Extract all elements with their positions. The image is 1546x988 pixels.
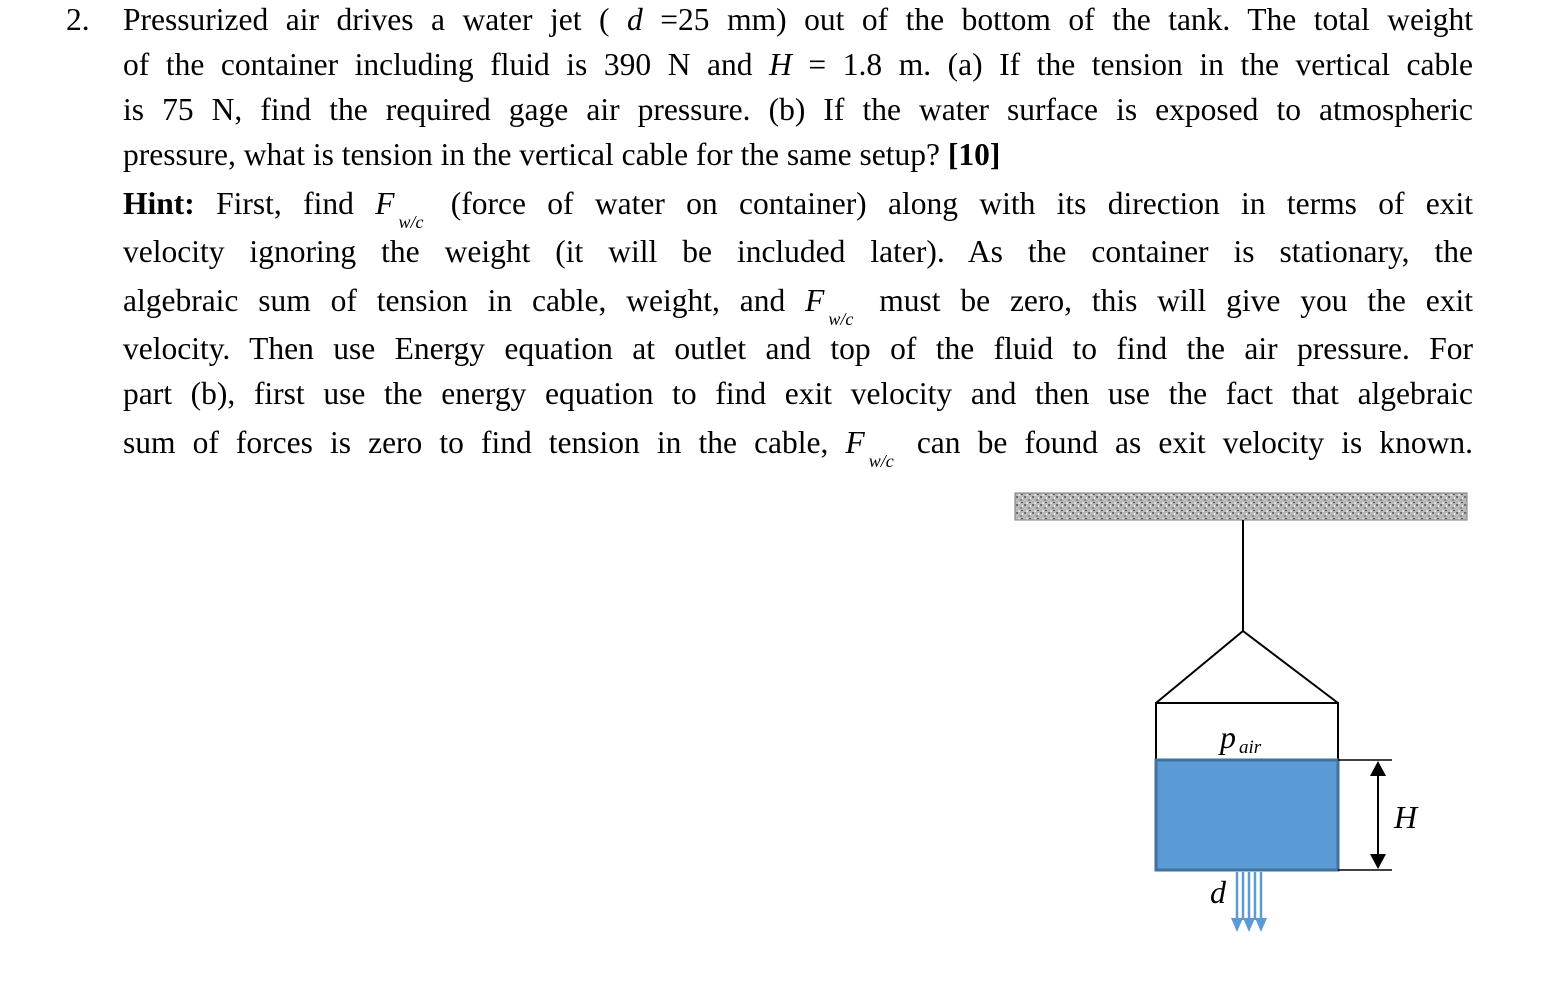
sling-right	[1243, 631, 1338, 703]
text-segment: can be found as exit velocity is known.	[916, 425, 1473, 460]
text-segment: = 1.8 m. (a) If the tension in the vertical cable	[808, 47, 1473, 82]
variable-F: F	[805, 283, 825, 318]
variable-F: F	[375, 186, 395, 221]
subscript-wc: w/c	[398, 212, 424, 232]
hint-line-2: velocity ignoring the weight (it will be included later). As the container is stationary, the	[123, 234, 1473, 269]
text-segment: of the container including fluid is 390 N and	[123, 47, 753, 82]
text-segment: sum of forces is zero to find tension in the cable,	[123, 425, 829, 460]
variable-F: F	[845, 425, 865, 460]
text-segment: (force of water on container) along with its direction in terms of exit	[450, 186, 1474, 221]
text-segment: must be zero, this will give you the exit	[879, 283, 1473, 318]
jet-arrow-icon	[1231, 918, 1243, 932]
variable-d: d	[627, 2, 643, 37]
hint-line-4: velocity. Then use Energy equation at outlet and top of the fluid to find the air pressure. For	[123, 331, 1473, 366]
jet-arrow-icon	[1243, 918, 1255, 932]
height-arrow-down-icon	[1370, 854, 1386, 869]
height-label: H	[1394, 799, 1418, 835]
air-pressure-symbol: p	[1220, 719, 1236, 755]
tank-water-region	[1156, 760, 1338, 870]
problem-number: 2.	[66, 2, 90, 37]
text-segment: pressure, what is tension in the vertical cable for the same setup?	[123, 137, 940, 172]
water-jet	[1231, 872, 1267, 932]
variable-H: H	[769, 47, 792, 82]
ceiling-support	[1015, 493, 1467, 520]
text-segment: Pressurized air drives a water jet (	[123, 2, 610, 37]
marks-label: [10]	[947, 137, 1001, 172]
hint-line-5: part (b), first use the energy equation to find exit velocity and then use the fact that algebraic	[123, 376, 1473, 411]
sling-left	[1156, 631, 1243, 703]
text-segment: algebraic sum of tension in cable, weight, and	[123, 283, 786, 318]
text-segment: =25 mm) out of the bottom of the tank. The total weight	[660, 2, 1474, 37]
subscript-wc: w/c	[868, 451, 894, 471]
diameter-label: d	[1210, 874, 1226, 910]
text-segment: First, find	[216, 186, 354, 221]
jet-arrow-icon	[1255, 918, 1267, 932]
subscript-wc: w/c	[828, 309, 854, 329]
hint-label: Hint:	[123, 186, 195, 221]
air-pressure-subscript: air	[1239, 737, 1262, 758]
height-arrow-up-icon	[1370, 761, 1386, 776]
problem-line-3: is 75 N, find the required gage air pressure. (b) If the water surface is exposed to atmospheric	[123, 92, 1473, 127]
